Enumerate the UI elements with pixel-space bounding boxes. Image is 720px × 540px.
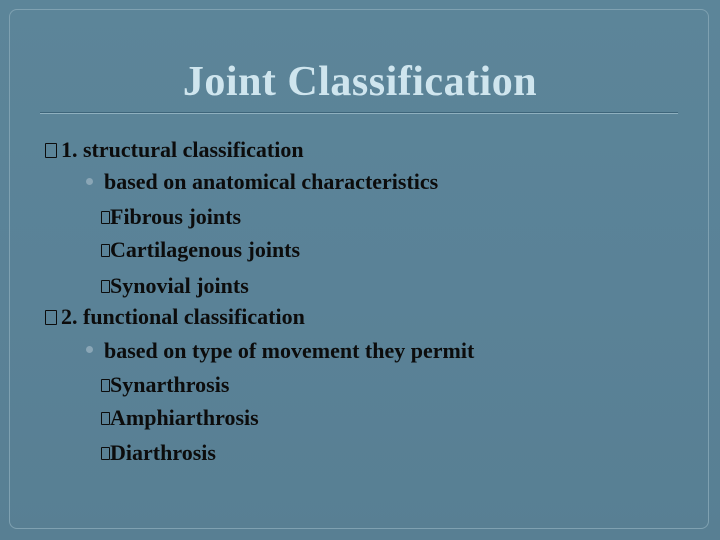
box-icon bbox=[45, 310, 57, 325]
box-icon bbox=[101, 412, 110, 425]
section-1-subheading: based on anatomical characteristics bbox=[104, 169, 439, 194]
list-item: Synovial joints bbox=[101, 272, 249, 300]
section-1-heading: 1. structural classification bbox=[61, 137, 304, 162]
list-item: Synarthrosis bbox=[101, 371, 229, 399]
title-divider bbox=[40, 112, 678, 114]
slide-title: Joint Classification bbox=[182, 59, 538, 105]
bullet-dot-icon bbox=[86, 346, 93, 353]
bullet-dot-icon bbox=[86, 178, 93, 185]
list-item: Diarthrosis bbox=[101, 439, 216, 467]
box-icon bbox=[101, 280, 110, 293]
box-icon bbox=[101, 244, 110, 257]
list-item: Amphiarthrosis bbox=[101, 404, 259, 432]
box-icon bbox=[101, 447, 110, 460]
section-2-subheading: based on type of movement they permit bbox=[104, 338, 475, 363]
section-2 bbox=[45, 303, 305, 331]
box-icon bbox=[101, 211, 110, 224]
box-icon bbox=[45, 143, 57, 158]
list-item: Cartilagenous joints bbox=[101, 236, 300, 264]
box-icon bbox=[101, 379, 110, 392]
section-1 bbox=[45, 136, 304, 164]
section-2-heading: 2. functional classification bbox=[61, 304, 305, 329]
list-item: Fibrous joints bbox=[101, 203, 241, 231]
